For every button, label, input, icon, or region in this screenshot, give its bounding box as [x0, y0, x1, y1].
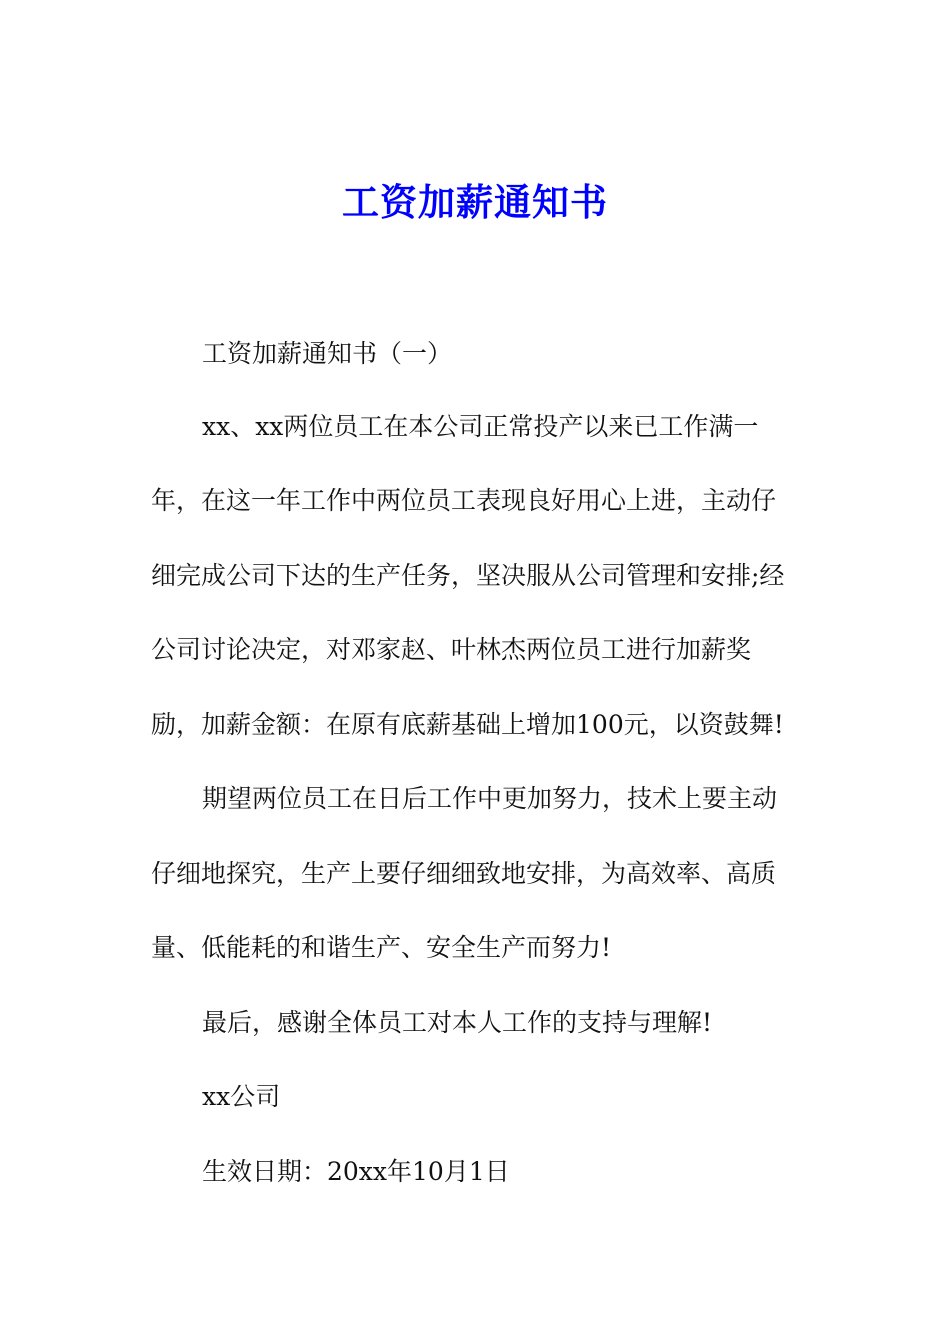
paragraph-line: 年，在这一年工作中两位员工表现良好用心上进，主动仔: [151, 486, 777, 515]
paragraph-line: 量、低能耗的和谐生产、安全生产而努力!: [151, 933, 612, 962]
document-title: 工资加薪通知书: [342, 181, 608, 224]
closing-line: 最后，感谢全体员工对本人工作的支持与理解!: [202, 1008, 713, 1037]
section-heading: 工资加薪通知书（一）: [202, 339, 453, 368]
paragraph-line: 细完成公司下达的生产任务，坚决服从公司管理和安排;经: [151, 561, 785, 590]
effective-date: 生效日期：20xx年10月1日: [202, 1157, 510, 1186]
paragraph-line: xx、xx两位员工在本公司正常投产以来已工作满一: [202, 412, 759, 441]
signature: xx公司: [202, 1082, 281, 1111]
paragraph-line: 期望两位员工在日后工作中更加努力，技术上要主动: [202, 784, 778, 813]
paragraph-line: 励，加薪金额：在原有底薪基础上增加100元，以资鼓舞!: [151, 710, 784, 739]
paragraph-line: 公司讨论决定，对邓家赵、叶林杰两位员工进行加薪奖: [151, 635, 752, 664]
paragraph-line: 仔细地探究，生产上要仔细细致地安排，为高效率、高质: [151, 859, 777, 888]
